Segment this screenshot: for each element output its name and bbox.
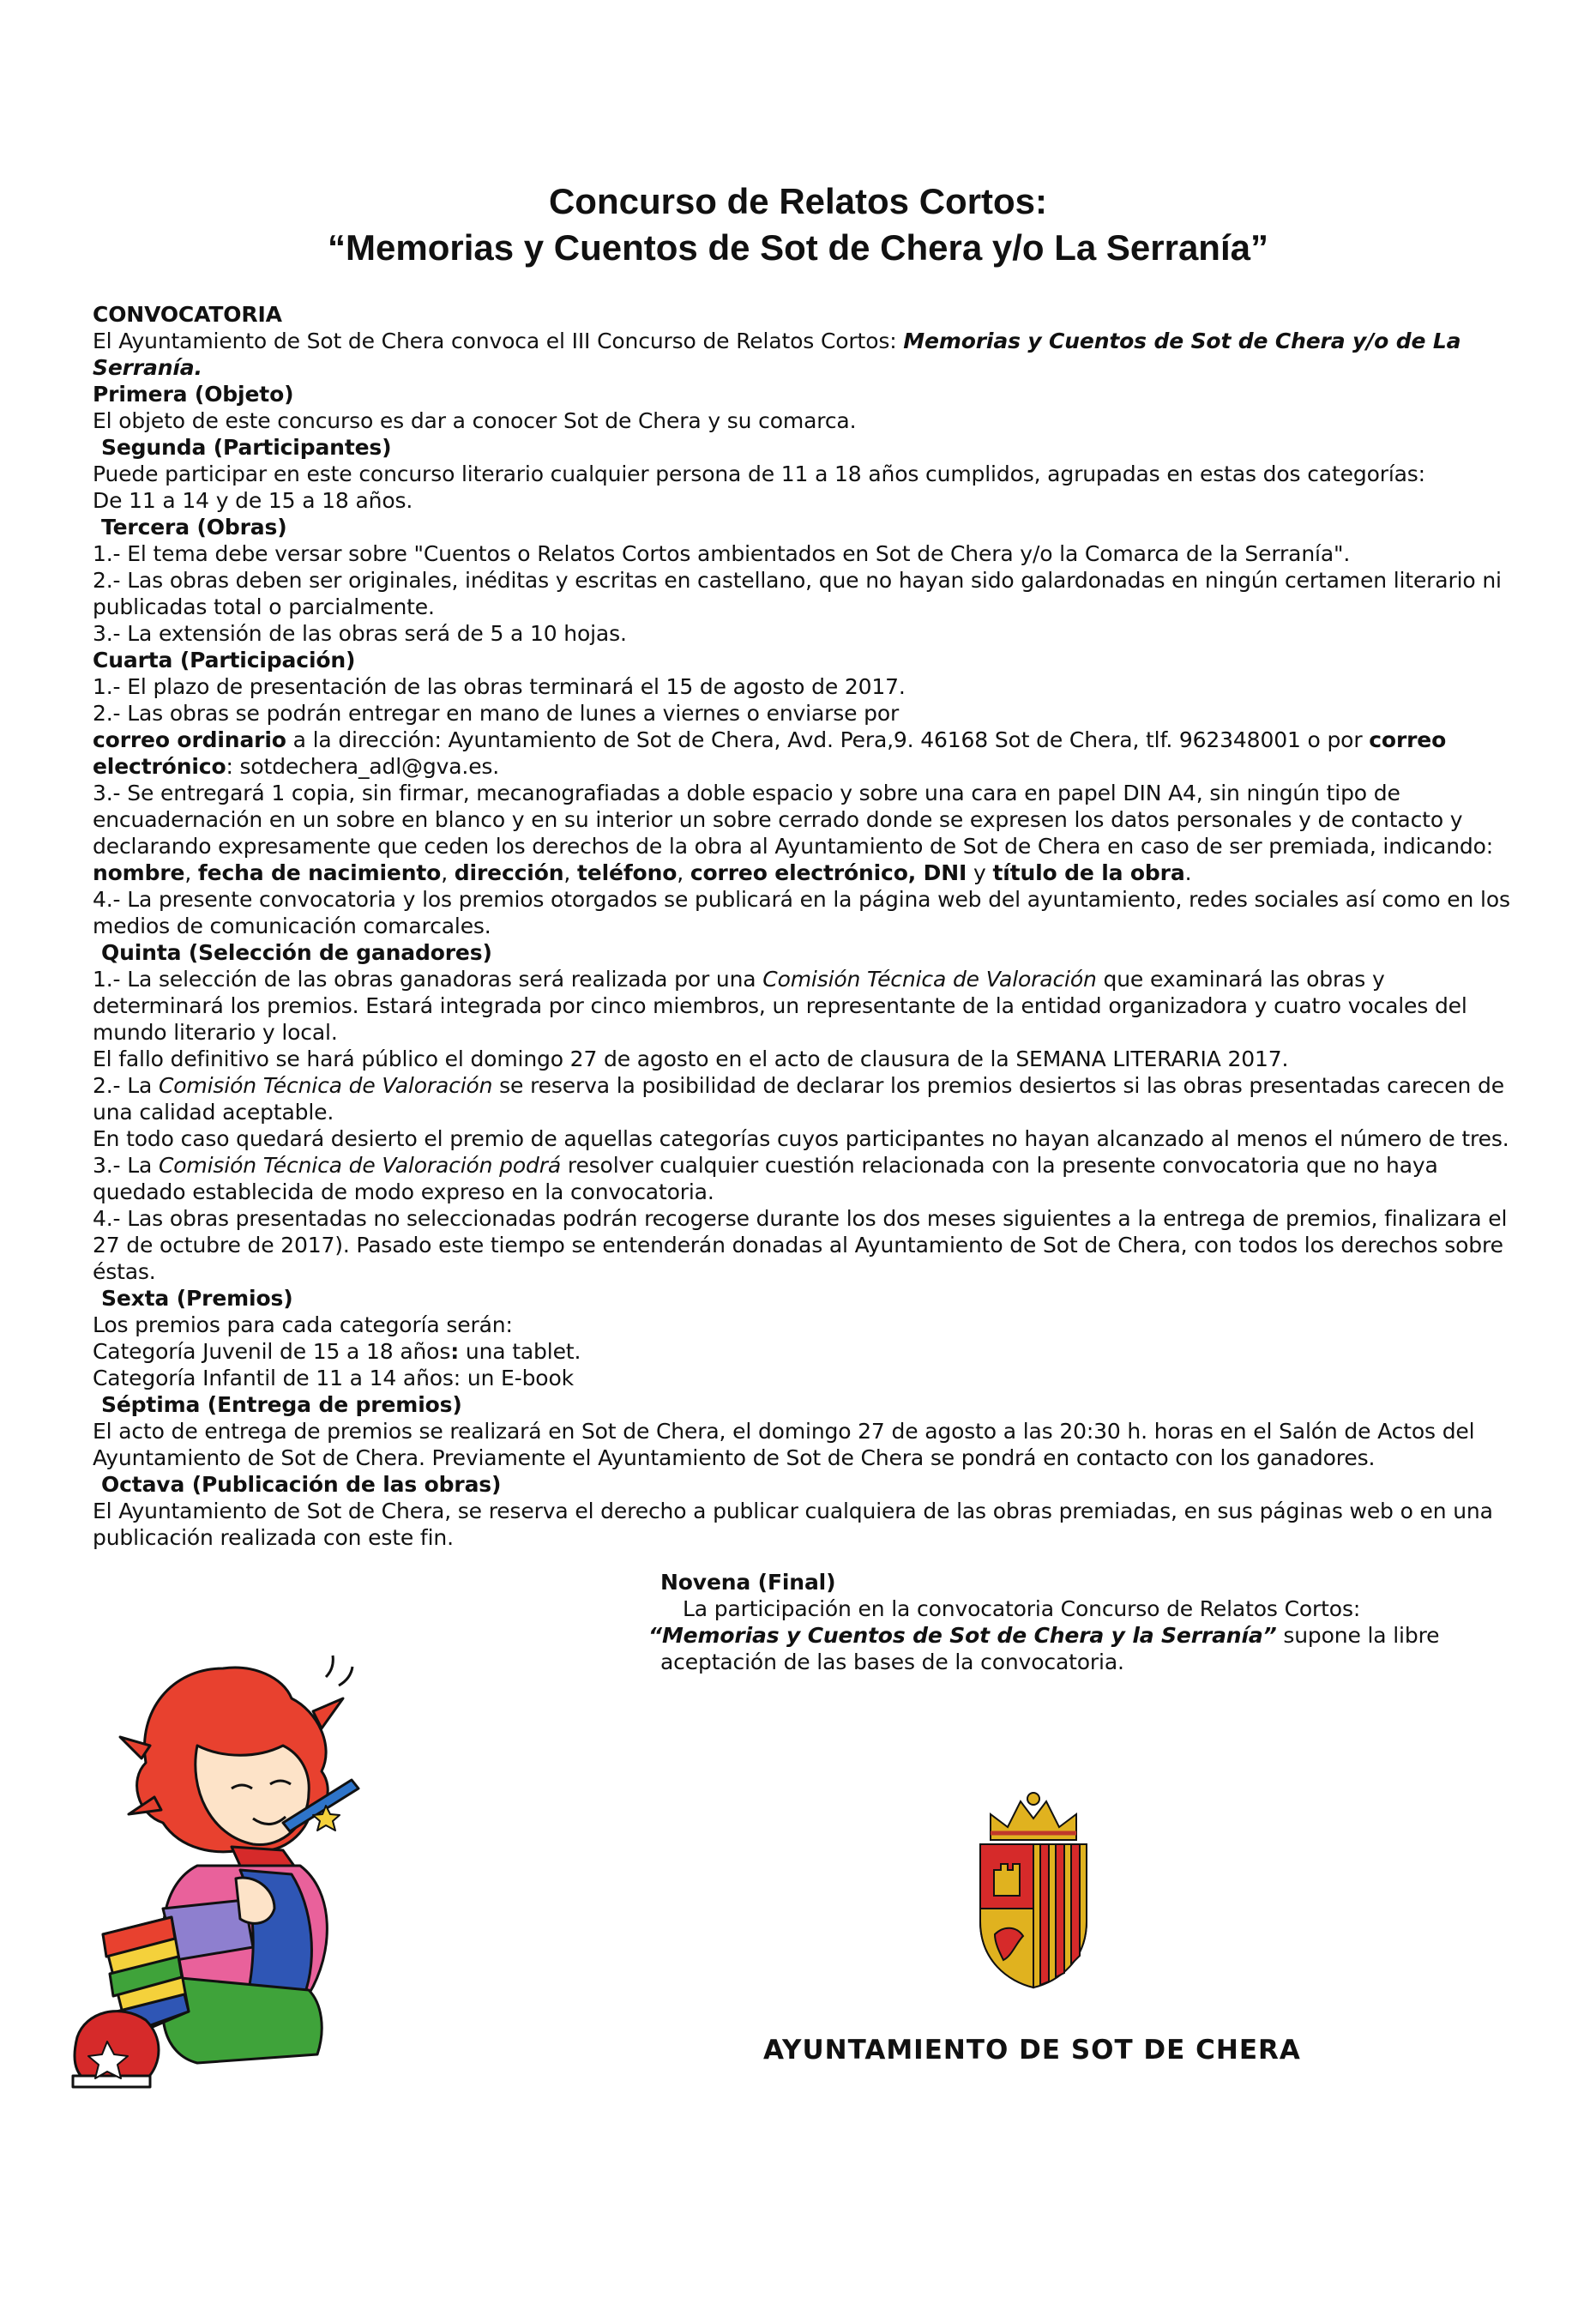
contact-email: : sotdechera_adl@gva.es. [226, 754, 500, 779]
sexta-intro: Los premios para cada categoría serán: [93, 1312, 513, 1337]
coat-of-arms-icon [965, 1788, 1102, 1994]
reading-kid-illustration [69, 1651, 549, 2114]
quinta-p2-c: En todo caso quedará desierto el premio de aquellas categorías cuyos participantes no hayan alcanzado al menos el número de tres. [93, 1126, 1509, 1151]
cuarta-p2-a: 2.- Las obras se podrán entregar en mano de lunes a viernes o enviarse por [93, 701, 900, 726]
quinta-p1: 1.- La selección de las obras ganadoras será realizada por una Comisión Técnica de Valoración que examinará las obras y determinará los premios. Estará integrada por cinco miembros, un representante de la entidad organizadora y cuatro vocales del mundo literario y local. [93, 967, 1467, 1045]
quinta-p1-c: El fallo definitivo se hará público el domingo 27 de agosto en el acto de clausura de la SEMANA LITERARIA 2017. [93, 1046, 1289, 1071]
heading-segunda: Segunda (Participantes) [101, 435, 392, 460]
contest-name: Memorias y Cuentos de Sot de Chera y/o de La Serranía. [93, 329, 1461, 380]
tercera-p1: 1.- El tema debe versar sobre "Cuentos o Relatos Cortos ambientados en Sot de Chera y/o la Comarca de la Serranía". [93, 541, 1351, 566]
title-line-1: Concurso de Relatos Cortos: [548, 181, 1048, 221]
heading-novena: Novena (Final) [660, 1570, 836, 1595]
heading-primera: Primera (Objeto) [93, 382, 294, 407]
novena-section [648, 1569, 1515, 1675]
novena-line-3: aceptación de las bases de la convocatoria. [660, 1650, 1124, 1674]
heading-tercera: Tercera (Obras) [101, 515, 287, 540]
document-body [93, 301, 1516, 1551]
quinta-p2: 2.- La Comisión Técnica de Valoración se reserva la posibilidad de declarar los premios desiertos si las obras presentadas carecen de una calidad aceptable. [93, 1073, 1504, 1125]
sexta-infantil: Categoría Infantil de 11 a 14 años: un E-book [93, 1366, 574, 1390]
sexta-juvenil: Categoría Juvenil de 15 a 18 años: una tablet. [93, 1339, 581, 1364]
cuarta-p3: 3.- Se entregará 1 copia, sin firmar, mecanografiadas a doble espacio y sobre una cara en papel DIN A4, sin ningún tipo de encuadernación en un sobre en blanco y en su interior un sobre cerrado donde se expresen los datos personales y de contacto y declarando expresamente que ceden los derechos de la obra al Ayuntamiento de Sot de Chera en caso de ser premiada, indicando: nombre, fecha de nacimiento, dirección, teléfono, correo electrónico, DNI y título de la obra. [93, 781, 1494, 885]
heading-septima: Séptima (Entrega de premios) [101, 1392, 462, 1417]
heading-convocatoria: CONVOCATORIA [93, 302, 282, 327]
heading-cuarta: Cuarta (Participación) [93, 648, 356, 673]
tercera-p2: 2.- Las obras deben ser originales, inéditas y escritas en castellano, que no hayan sido galardonadas en ningún certamen literario ni publicadas total o parcialmente. [93, 568, 1502, 619]
segunda-text-1: Puede participar en este concurso literario cualquier persona de 11 a 18 años cumplidos, agrupadas en estas dos categorías: [93, 461, 1425, 486]
tercera-p3: 3.- La extensión de las obras será de 5 a 10 hojas. [93, 621, 627, 646]
quinta-p3: 3.- La Comisión Técnica de Valoración podrá resolver cualquier cuestión relacionada con la presente convocatoria que no haya quedado establecida de modo expreso en la convocatoria. [93, 1153, 1438, 1204]
cuarta-p4: 4.- La presente convocatoria y los premios otorgados se publicará en la página web del ayuntamiento, redes sociales así como en los medios de comunicación comarcales. [93, 887, 1510, 938]
segunda-text-2: De 11 a 14 y de 15 a 18 años. [93, 488, 413, 513]
cuarta-p2-b: correo ordinario a la dirección: Ayuntamiento de Sot de Chera, Avd. Pera,9. 46168 Sot de Chera, tlf. 962348001 o por correo electrónico: sotdechera_adl@gva.es. [93, 727, 1447, 779]
novena-line-1: La participación en la convocatoria Concurso de Relatos Cortos: [683, 1596, 1361, 1621]
quinta-p4: 4.- Las obras presentadas no seleccionadas podrán recogerse durante los dos meses siguientes a la entrega de premios, finalizara el 27 de octubre de 2017). Pasado este tiempo se entenderán donadas al Ayuntamiento de Sot de Chera, con todos los derechos sobre éstas. [93, 1206, 1508, 1284]
title-line-2: “Memorias y Cuentos de Sot de Chera y/o La Serranía” [328, 227, 1268, 268]
organization-name: AYUNTAMIENTO DE SOT DE CHERA [763, 2035, 1301, 2066]
heading-quinta: Quinta (Selección de ganadores) [101, 940, 492, 965]
convocatoria-text: El Ayuntamiento de Sot de Chera convoca el III Concurso de Relatos Cortos: Memorias y Cuentos de Sot de Chera y/o de La Serranía. [93, 329, 1461, 380]
cuarta-p1: 1.- El plazo de presentación de las obras terminará el 15 de agosto de 2017. [93, 674, 906, 699]
novena-line-2: “Memorias y Cuentos de Sot de Chera y la Serranía” supone la libre [648, 1623, 1440, 1648]
heading-sexta: Sexta (Premios) [101, 1286, 293, 1311]
primera-text: El objeto de este concurso es dar a conocer Sot de Chera y su comarca. [93, 408, 857, 433]
septima-text: El acto de entrega de premios se realizará en Sot de Chera, el domingo 27 de agosto a las 20:30 h. horas en el Salón de Actos del Ayuntamiento de Sot de Chera. Previamente el Ayuntamiento de Sot de Chera se pondrá en contacto con los ganadores. [93, 1419, 1475, 1470]
heading-octava: Octava (Publicación de las obras) [101, 1472, 502, 1497]
octava-text: El Ayuntamiento de Sot de Chera, se reserva el derecho a publicar cualquiera de las obras premiadas, en sus páginas web o en una publicación realizada con este fin. [93, 1499, 1493, 1550]
